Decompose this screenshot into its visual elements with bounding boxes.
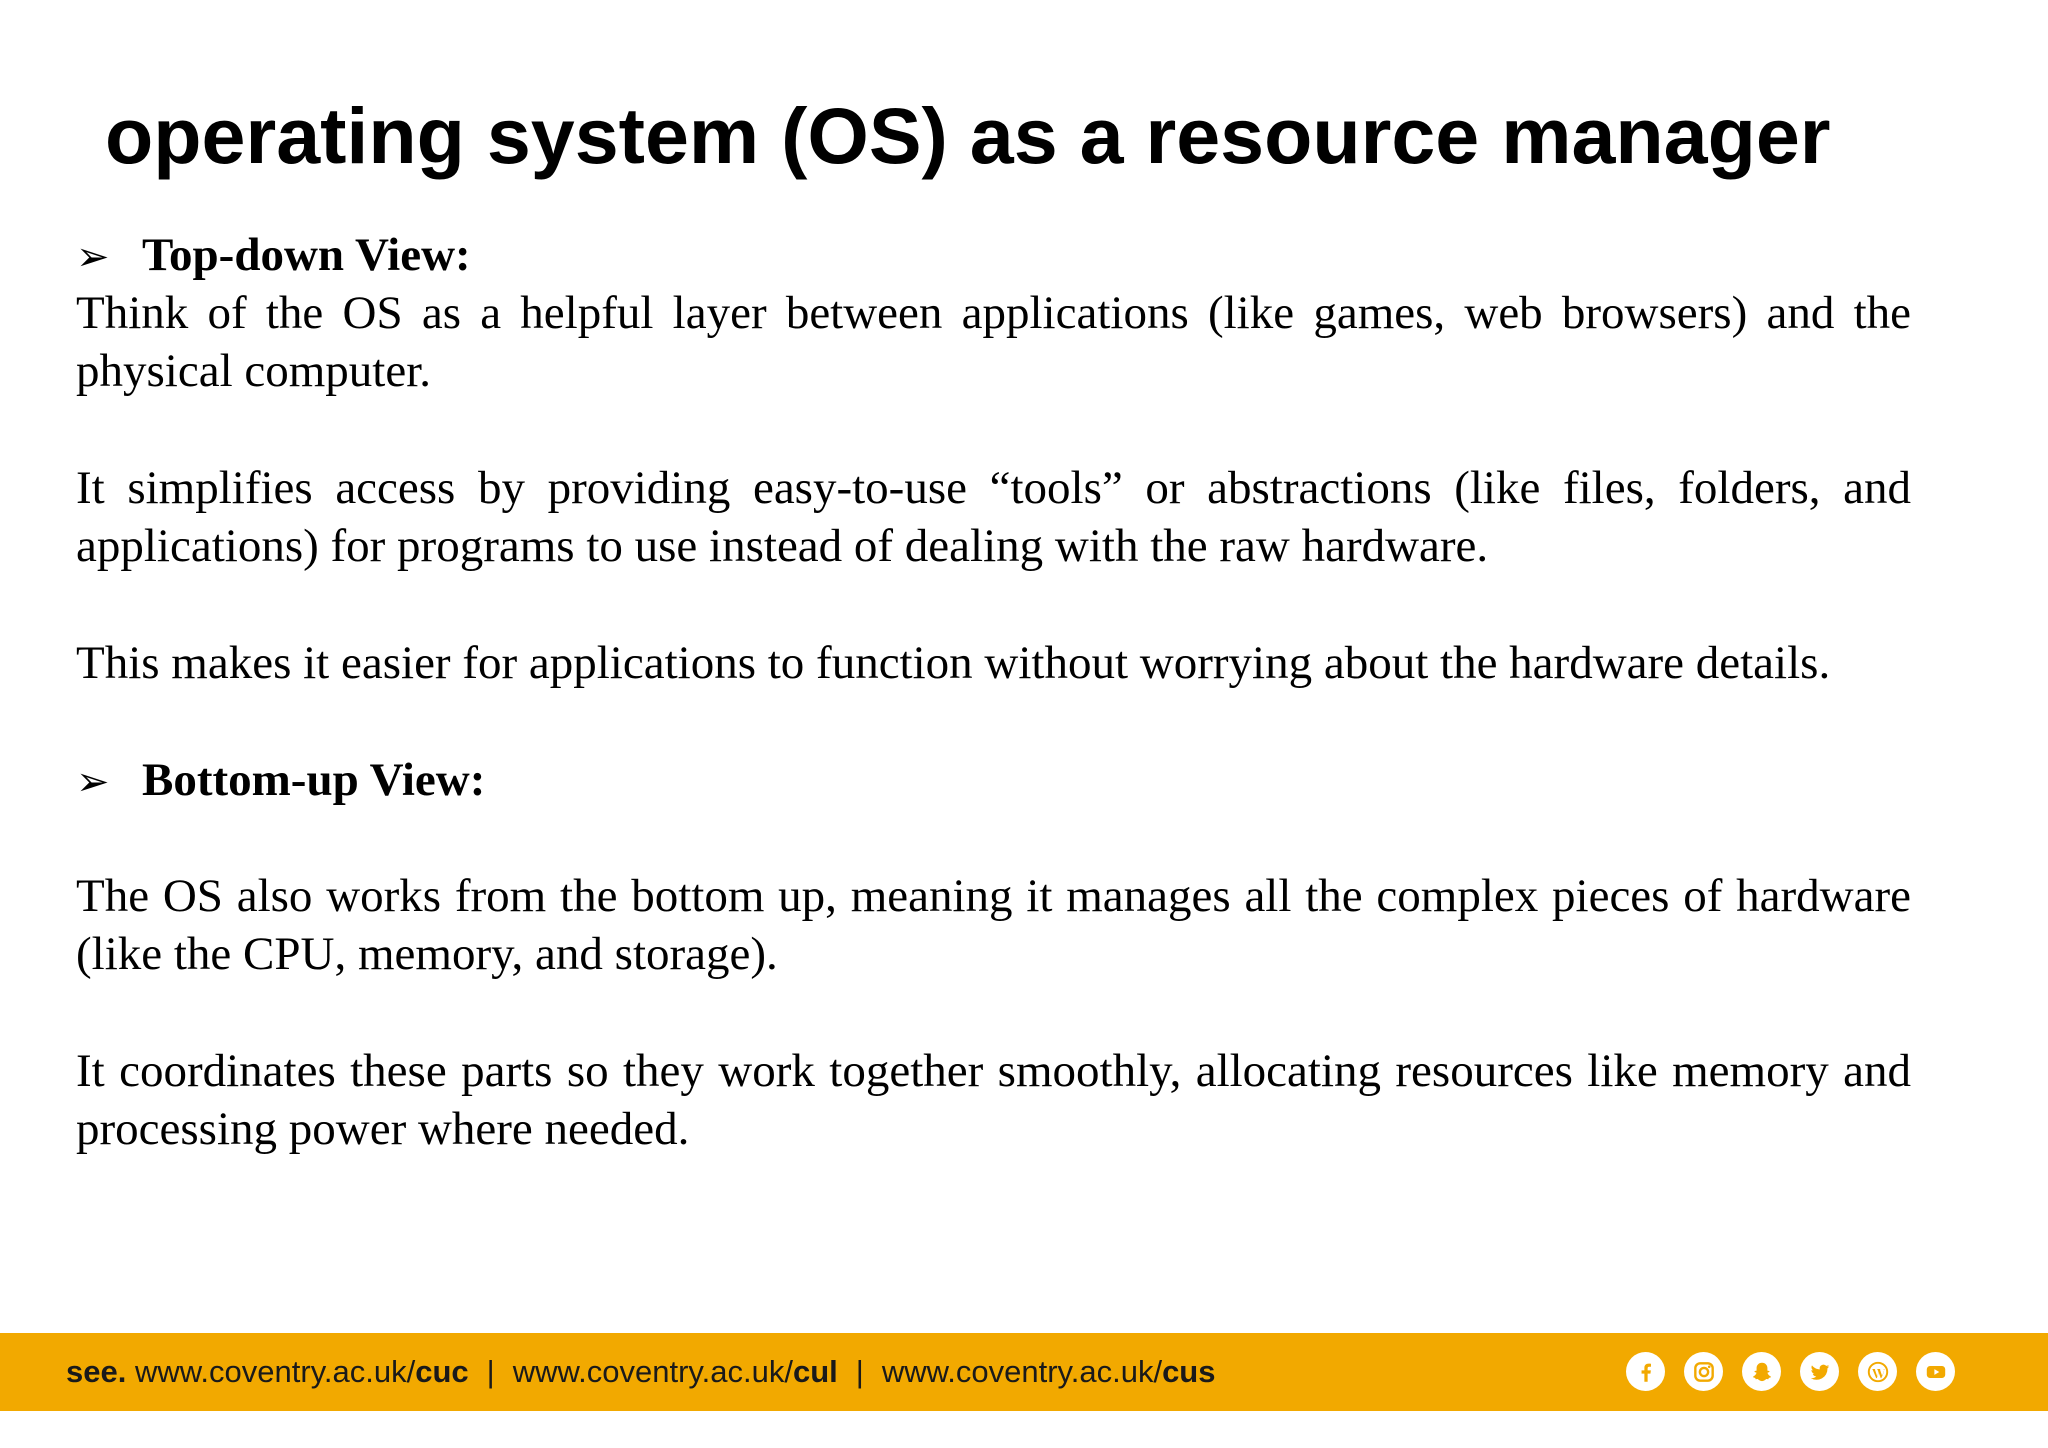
section-heading-bottom-up — [76, 751, 1911, 809]
arrow-bullet-icon: ➢ — [76, 759, 110, 805]
slide-body — [76, 226, 1911, 1158]
link-cul[interactable]: www.coventry.ac.uk/cul — [512, 1354, 838, 1389]
see-label: see. — [66, 1354, 127, 1389]
paragraph: This makes it easier for applications to function without worrying about the hardware details. — [76, 637, 1831, 689]
link-cuc[interactable]: www.coventry.ac.uk/cuc — [134, 1354, 469, 1389]
paragraph: It coordinates these parts so they work together smoothly, allocating resources like memory and processing power where needed. — [76, 1045, 1911, 1155]
facebook-icon[interactable] — [1626, 1352, 1665, 1391]
heading-text: Top-down View: — [142, 229, 471, 281]
arrow-bullet-icon: ➢ — [76, 234, 110, 280]
section-heading-top-down — [76, 226, 1911, 284]
heading-text: Bottom-up View: — [142, 754, 486, 806]
twitter-icon[interactable] — [1800, 1352, 1839, 1391]
paragraph: The OS also works from the bottom up, meaning it manages all the complex pieces of hardware (like the CPU, memory, and storage). — [76, 870, 1911, 980]
footer-bar — [0, 1333, 2048, 1411]
footer-links — [66, 1333, 1215, 1411]
snapchat-icon[interactable] — [1742, 1352, 1781, 1391]
instagram-icon[interactable] — [1684, 1352, 1723, 1391]
separator: | — [855, 1354, 864, 1389]
wordpress-icon[interactable] — [1858, 1352, 1897, 1391]
link-cus[interactable]: www.coventry.ac.uk/cus — [881, 1354, 1216, 1389]
social-icons — [1626, 1352, 1955, 1391]
youtube-icon[interactable] — [1916, 1352, 1955, 1391]
separator: | — [486, 1354, 495, 1389]
paragraph: Think of the OS as a helpful layer between applications (like games, web browsers) and the physical computer. — [76, 287, 1911, 397]
paragraph: It simplifies access by providing easy-to-use “tools” or abstractions (like files, folders, and applications) for programs to use instead of dealing with the raw hardware. — [76, 462, 1911, 572]
slide-title: operating system (OS) as a resource manager — [105, 91, 1831, 180]
